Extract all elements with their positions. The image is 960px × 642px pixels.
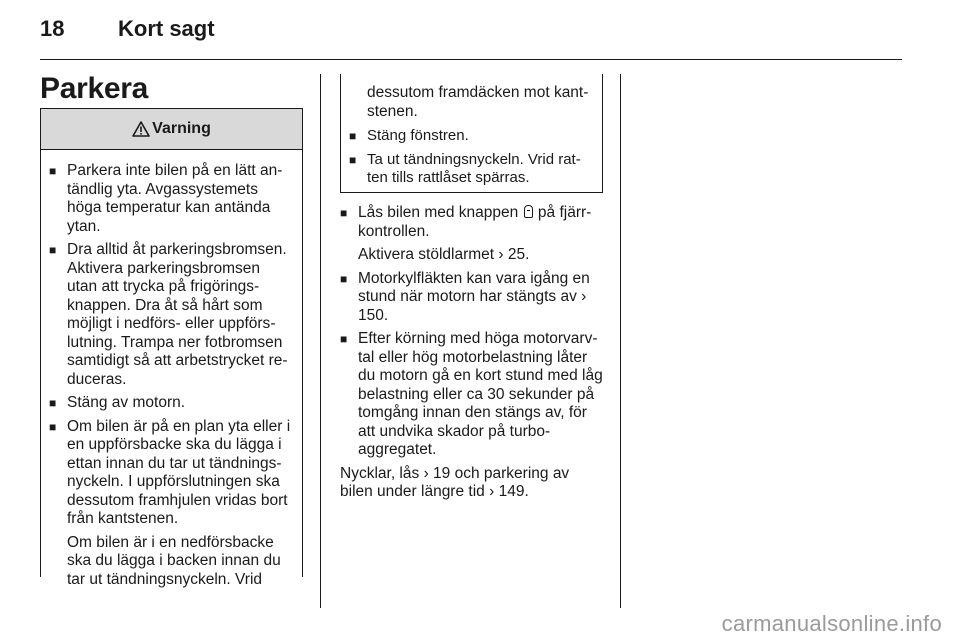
column-divider-right <box>620 74 621 608</box>
warning-item: ■ Dra alltid åt parkeringsbromsen. Aktivera parkeringsbromsen utan att trycka på frigöringsknappen. Dra åt så hårt som möjligt i nedförs- eller uppförslutning. Trampa ner fotbromsen samtidigt så att arbetstrycket reduceras. <box>49 241 294 389</box>
warning-subtext: Om bilen är i en nedförsbacke ska du lägga i backen innan du tar ut tändningsnyckeln. Vrid <box>67 533 281 588</box>
reference-arrow-icon: › <box>498 246 504 263</box>
cross-reference-paragraph: Nycklar, lås › 19 och parkering av bilen under längre tid › 149. <box>340 464 570 500</box>
warning-item: ■ Om bilen är på en plan yta eller i en uppförsbacke ska du lägga i ettan innan du tar ut tändningsnyckeln. I uppförslutningen ska dessutom framhjulen vridas bort från kantstenen. Om bilen är i en nedförsbacke ska du lägga i backen innan du tar ut tändningsnyckeln. Vrid <box>49 418 294 590</box>
main-content <box>340 204 606 502</box>
list-item: ■ Lås bilen med knappen på fjärrkontrollen. Aktivera stöldlarmet › 25. <box>340 204 606 265</box>
page-number: 18 <box>40 16 65 41</box>
watermark: carmanualsonline.info <box>721 611 942 636</box>
warning-item: ■ Stäng av motorn. <box>49 394 294 413</box>
list-item: ■ Efter körning med höga motorvarvtal eller hög motorbelastning låter du motorn gå en kort stund med låg belastning eller ca 30 sekunder på tomgång innan den stängs av, för att undvika skador på turboaggregatet. <box>340 330 606 460</box>
list-item: ■ Motorkylfläkten kan vara igång en stund när motorn har stängts av › 150. <box>340 270 606 326</box>
warning-continued-text: dessutom framdäcken mot kantstenen. <box>367 84 589 120</box>
warning-item: ■ Stäng fönstren. <box>349 127 594 146</box>
section-title: Parkera <box>40 72 148 105</box>
warning-triangle-icon <box>132 121 150 137</box>
lock-icon <box>524 205 533 218</box>
warning-continued-box <box>340 74 603 193</box>
page-reference[interactable]: 19 och parkering av bilen under längre tid <box>340 464 570 500</box>
header-divider <box>40 59 902 60</box>
warning-heading: Varning <box>152 120 211 137</box>
chapter-title: Kort sagt <box>118 16 215 41</box>
page-reference[interactable]: 25. <box>507 246 530 263</box>
reference-arrow-icon: › <box>423 464 429 482</box>
warning-box <box>40 108 303 588</box>
reference-arrow-icon: › <box>581 288 587 305</box>
warning-header <box>41 109 302 150</box>
page-reference[interactable]: 149. <box>498 483 529 500</box>
column-divider-left <box>320 74 321 608</box>
reference-arrow-icon: › <box>489 483 495 500</box>
warning-item: ■ Ta ut tändningsnyckeln. Vrid ratten tills rattlåset spärras. <box>349 151 594 188</box>
warning-item: ■ Parkera inte bilen på en lätt antändlig yta. Avgassystemets höga temperatur kan antända ytan. <box>49 162 294 236</box>
page-reference[interactable]: 150. <box>358 306 389 324</box>
